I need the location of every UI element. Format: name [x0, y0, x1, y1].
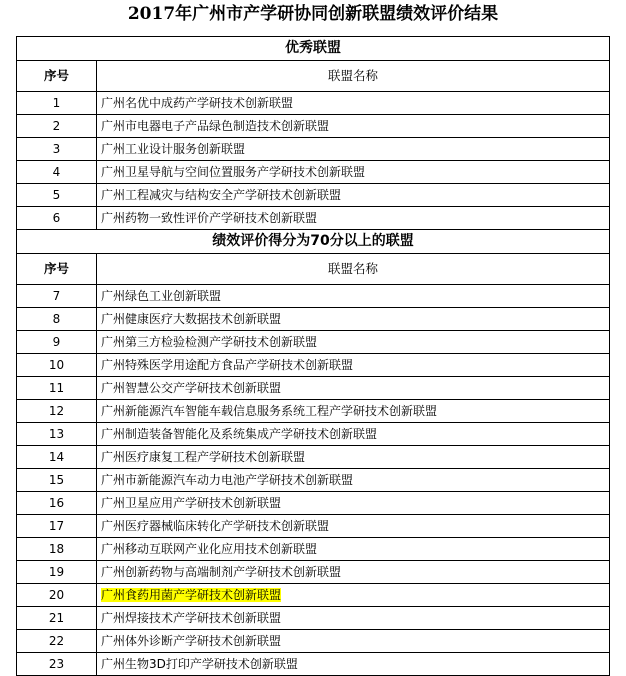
- column-header-row: [17, 254, 610, 285]
- alliance-name-text: 广州第三方检验检测产学研技术创新联盟: [101, 335, 318, 349]
- table-row: [17, 400, 610, 423]
- alliance-name: [97, 538, 610, 561]
- alliance-name: [97, 377, 610, 400]
- alliance-name-text: 广州焊接技术产学研技术创新联盟: [101, 611, 282, 625]
- row-number: 8: [17, 308, 97, 331]
- table-row: [17, 207, 610, 230]
- alliance-name: [97, 515, 610, 538]
- alliance-name: [97, 331, 610, 354]
- alliance-name-text: 广州药物一致性评价产学研技术创新联盟: [101, 211, 318, 225]
- alliance-name: [97, 92, 610, 115]
- alliance-name: [97, 354, 610, 377]
- section-heading-row: [17, 37, 610, 61]
- row-number: 23: [17, 653, 97, 676]
- table-row: [17, 630, 610, 653]
- alliance-name-text: 广州创新药物与高端制剂产学研技术创新联盟: [101, 565, 342, 579]
- table-row: [17, 653, 610, 676]
- row-number: 2: [17, 115, 97, 138]
- row-number: 12: [17, 400, 97, 423]
- table-row: [17, 184, 610, 207]
- alliance-name-text: 广州特殊医学用途配方食品产学研技术创新联盟: [101, 358, 354, 372]
- section-heading: 绩效评价得分为70分以上的联盟: [17, 230, 610, 254]
- table-row: [17, 538, 610, 561]
- row-number: 15: [17, 469, 97, 492]
- alliance-name-text: 广州健康医疗大数据技术创新联盟: [101, 312, 282, 326]
- table-row: [17, 161, 610, 184]
- row-number: 21: [17, 607, 97, 630]
- table-row: [17, 308, 610, 331]
- alliance-name: [97, 584, 610, 607]
- row-number: 13: [17, 423, 97, 446]
- highlighted-alliance-name: 广州食药用菌产学研技术创新联盟: [101, 588, 282, 602]
- alliance-name: [97, 308, 610, 331]
- table-row: [17, 423, 610, 446]
- table-row: [17, 492, 610, 515]
- header-alliance-name: 联盟名称: [97, 254, 610, 285]
- alliance-name-text: 广州制造装备智能化及系统集成产学研技术创新联盟: [101, 427, 378, 441]
- row-number: 16: [17, 492, 97, 515]
- row-number: 7: [17, 285, 97, 308]
- row-number: 22: [17, 630, 97, 653]
- row-number: 6: [17, 207, 97, 230]
- alliance-name-text: 广州卫星导航与空间位置服务产学研技术创新联盟: [101, 165, 366, 179]
- row-number: 19: [17, 561, 97, 584]
- alliance-name: [97, 207, 610, 230]
- alliance-name: [97, 446, 610, 469]
- row-number: 3: [17, 138, 97, 161]
- section-heading: 优秀联盟: [17, 37, 610, 61]
- row-number: 20: [17, 584, 97, 607]
- alliance-name: [97, 653, 610, 676]
- row-number: 1: [17, 92, 97, 115]
- section-heading-row: [17, 230, 610, 254]
- header-number: 序号: [17, 254, 97, 285]
- alliance-name: [97, 561, 610, 584]
- page-title: 2017年广州市产学研协同创新联盟绩效评价结果: [127, 4, 499, 24]
- row-number: 4: [17, 161, 97, 184]
- alliance-name: [97, 469, 610, 492]
- row-number: 14: [17, 446, 97, 469]
- alliance-name-text: 广州医疗康复工程产学研技术创新联盟: [101, 450, 306, 464]
- column-header-row: [17, 61, 610, 92]
- alliance-name-text: 广州市电器电子产品绿色制造技术创新联盟: [101, 119, 330, 133]
- alliance-name-text: 广州名优中成药产学研技术创新联盟: [101, 96, 294, 110]
- table-row: [17, 354, 610, 377]
- alliance-name-text: 广州卫星应用产学研技术创新联盟: [101, 496, 282, 510]
- alliance-name: [97, 115, 610, 138]
- row-number: 18: [17, 538, 97, 561]
- table-row: [17, 446, 610, 469]
- table-row: [17, 584, 610, 607]
- alliance-name-text: 广州工业设计服务创新联盟: [101, 142, 246, 156]
- alliance-name: [97, 184, 610, 207]
- alliance-name-text: 广州移动互联网产业化应用技术创新联盟: [101, 542, 318, 556]
- alliance-name: [97, 492, 610, 515]
- alliance-name-text: 广州新能源汽车智能车载信息服务系统工程产学研技术创新联盟: [101, 404, 438, 418]
- alliance-name-text: 广州生物3D打印产学研技术创新联盟: [101, 657, 298, 671]
- row-number: 9: [17, 331, 97, 354]
- alliance-name: [97, 630, 610, 653]
- alliance-name: [97, 138, 610, 161]
- alliance-name: [97, 423, 610, 446]
- alliance-name: [97, 161, 610, 184]
- alliance-name-text: 广州市新能源汽车动力电池产学研技术创新联盟: [101, 473, 354, 487]
- alliance-name-text: 广州体外诊断产学研技术创新联盟: [101, 634, 282, 648]
- table-row: [17, 469, 610, 492]
- table-row: [17, 138, 610, 161]
- row-number: 5: [17, 184, 97, 207]
- alliance-name-text: 广州智慧公交产学研技术创新联盟: [101, 381, 282, 395]
- table-row: [17, 515, 610, 538]
- results-table: [16, 36, 610, 676]
- table-row: [17, 377, 610, 400]
- alliance-name: [97, 285, 610, 308]
- table-row: [17, 285, 610, 308]
- alliance-name-text: 广州医疗器械临床转化产学研技术创新联盟: [101, 519, 330, 533]
- row-number: 11: [17, 377, 97, 400]
- alliance-name: [97, 400, 610, 423]
- table-row: [17, 561, 610, 584]
- header-alliance-name: 联盟名称: [97, 61, 610, 92]
- alliance-name-text: 广州工程减灾与结构安全产学研技术创新联盟: [101, 188, 342, 202]
- alliance-name: [97, 607, 610, 630]
- table-row: [17, 331, 610, 354]
- table-row: [17, 92, 610, 115]
- row-number: 10: [17, 354, 97, 377]
- table-row: [17, 607, 610, 630]
- table-row: [17, 115, 610, 138]
- alliance-name-text: 广州绿色工业创新联盟: [101, 289, 222, 303]
- row-number: 17: [17, 515, 97, 538]
- header-number: 序号: [17, 61, 97, 92]
